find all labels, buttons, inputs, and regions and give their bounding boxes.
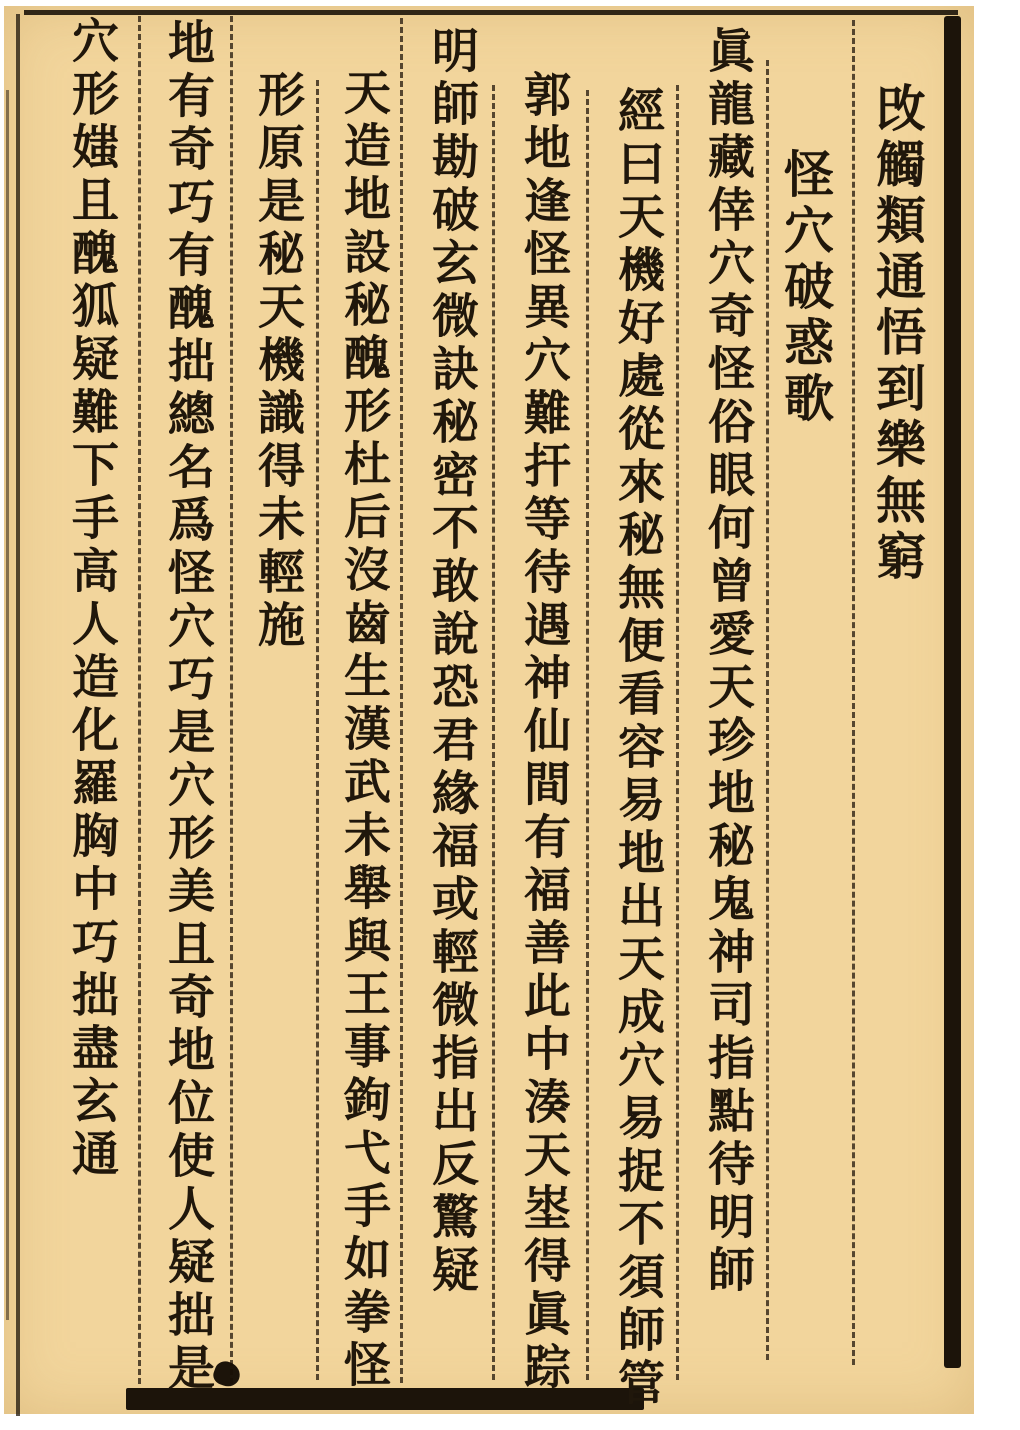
text-column-4: 經曰天機好處從來秘無便看容易地出天成穴易捉不須師管 — [610, 86, 665, 1411]
section-title-column: 怪穴破惑歌 — [776, 148, 835, 428]
text-column-7: 天造地設秘醜形杜后沒齒生漢武未舉與王事鉤弋手如拳怪 — [336, 68, 391, 1393]
page-border-left-outer — [6, 90, 9, 1320]
text-column-9: 地有奇巧有醜拙總名爲怪穴巧是穴形美且奇地位使人疑拙是 — [160, 18, 215, 1396]
page-border-top — [24, 10, 958, 15]
text-column-8: 形原是秘天機識得未輕施 — [250, 70, 305, 653]
column-rule-9 — [138, 16, 141, 1384]
column-rule-8 — [230, 16, 233, 1384]
page-border-right — [944, 16, 961, 1368]
text-column-10: 穴形媸且醜狐疑難下手高人造化羅胸中巧拙盡玄通 — [64, 16, 119, 1182]
page-border-left — [16, 14, 20, 1416]
text-column-6: 明師勘破玄微訣秘密不敢說恐君緣福或輕微指出反驚疑 — [424, 26, 479, 1298]
text-column-1: 攺觸類通悟到樂無窮 — [868, 82, 927, 586]
text-column-3: 眞龍藏倖穴奇怪俗眼何曾愛天珍地秘鬼神司指點待明師 — [700, 26, 755, 1298]
column-rule-4 — [586, 90, 589, 1380]
text-column-5: 郭地逢怪異穴難扞等待遇神仙間有福善此中湊天埊得眞踪 — [516, 70, 571, 1395]
